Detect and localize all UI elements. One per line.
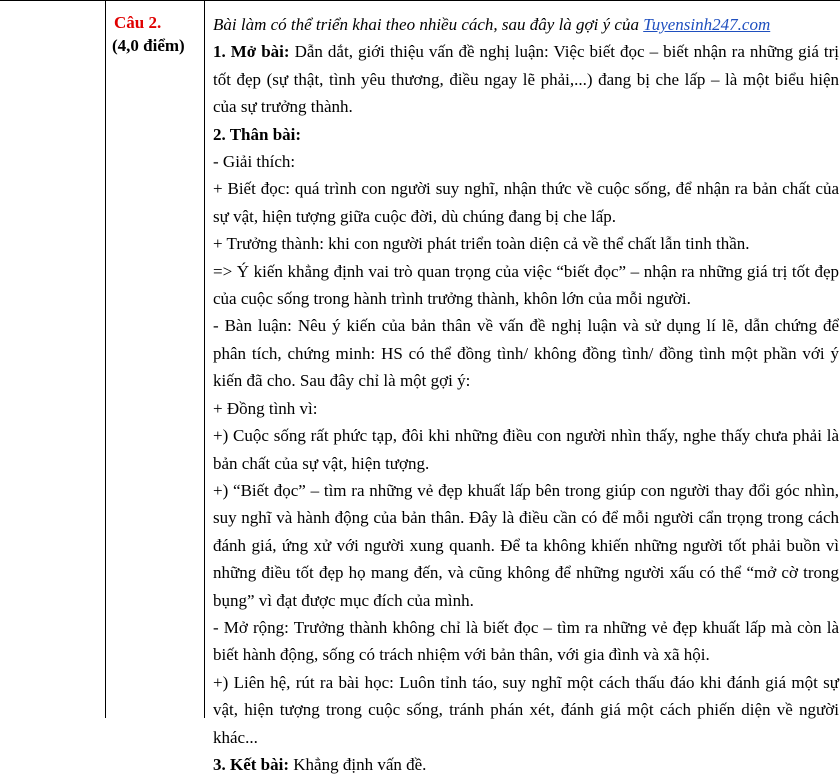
question-points: (4,0 điểm): [112, 36, 185, 55]
paragraph: +) Cuộc sống rất phức tạp, đôi khi những điều con người nhìn thấy, nghe thấy chưa phải là bản chất của sự vật, hiện tượng.: [213, 426, 839, 473]
paragraph: - Giải thích:: [213, 152, 296, 172]
ket-bai: [213, 751, 839, 778]
table-divider-1: [105, 0, 106, 718]
question-number: Câu 2.: [114, 13, 162, 32]
ket-bai-label: 3. Kết bài:: [213, 754, 290, 774]
intro-text: Bài làm có thể triển khai theo nhiều cách, sau đây là gợi ý của: [213, 15, 639, 34]
mo-bai-text: Dẫn dắt, giới thiệu vấn đề nghị luận: Việc biết đọc – biết nhận ra những giá trị tốt đẹp (sự thật, tình yêu thương, điều ngay lẽ phải,...) đang bị che lấp – là một biểu hiện của sự trưởng thành.: [213, 42, 839, 117]
answer-cell: [213, 11, 839, 778]
mo-bai-label: 1. Mở bài:: [213, 42, 290, 62]
paragraph: - Mở rộng: Trưởng thành không chỉ là biết đọc – tìm ra những vẻ đẹp khuất lấp mà còn là biết hành động, sống có trách nhiệm với bản thân, với gia đình và xã hội.: [213, 617, 839, 665]
paragraph: + Biết đọc: quá trình con người suy nghĩ, nhận thức về cuộc sống, để nhận ra bản chất của sự vật, hiện tượng giữa cuộc đời, dù chúng đang bị che lấp.: [213, 179, 839, 226]
paragraph: +) Liên hệ, rút ra bài học: Luôn tỉnh táo, suy nghĩ một cách thấu đáo khi đánh giá một sự vật, hiện tượng trong cuộc sống, tránh phán xét, đánh giá một cách phiến diện về người khác...: [213, 672, 839, 747]
source-link[interactable]: Tuyensinh247.com: [643, 15, 771, 34]
paragraph: + Trưởng thành: khi con người phát triển toàn diện cả về thể chất lẫn tinh thần.: [213, 234, 750, 254]
table-top-border: [0, 0, 840, 1]
ket-bai-text: Khẳng định vấn đề.: [293, 754, 427, 774]
table-divider-2: [204, 0, 205, 718]
paragraph: + Đồng tình vì:: [213, 398, 318, 418]
than-bai-label: 2. Thân bài:: [213, 124, 302, 144]
paragraph: => Ý kiến khẳng định vai trò quan trọng của việc “biết đọc” – nhận ra những giá trị tốt đẹp của cuộc sống trong hành trình trưởng thành, khôn lớn của mỗi người.: [213, 261, 839, 309]
paragraph: - Bàn luận: Nêu ý kiến của bản thân về vấn đề nghị luận và sử dụng lí lẽ, dẫn chứng để phân tích, chứng minh: HS có thể đồng tình/ không đồng tình/ đồng tình một phần với ý kiến đã cho. Sau đây chỉ là một gợi ý:: [213, 316, 839, 391]
intro-line: [213, 11, 839, 38]
paragraph: +) “Biết đọc” – tìm ra những vẻ đẹp khuất lấp bên trong giúp con người thay đổi góc nhìn, suy nghĩ và hành động của bản thân. Đây là điều cần có để mỗi người cẩn trọng trong cách đánh giá, ứng xử với người xung quanh. Để ta không khiến những người tốt phải buồn vì những điều tốt đẹp họ mang đến, và cũng không để những người xấu có thể “mở cờ trong bụng” vì đạt được mục đích của mình.: [213, 480, 839, 610]
mo-bai: [213, 38, 839, 120]
question-cell: [112, 11, 202, 57]
than-bai-heading: [213, 121, 839, 148]
